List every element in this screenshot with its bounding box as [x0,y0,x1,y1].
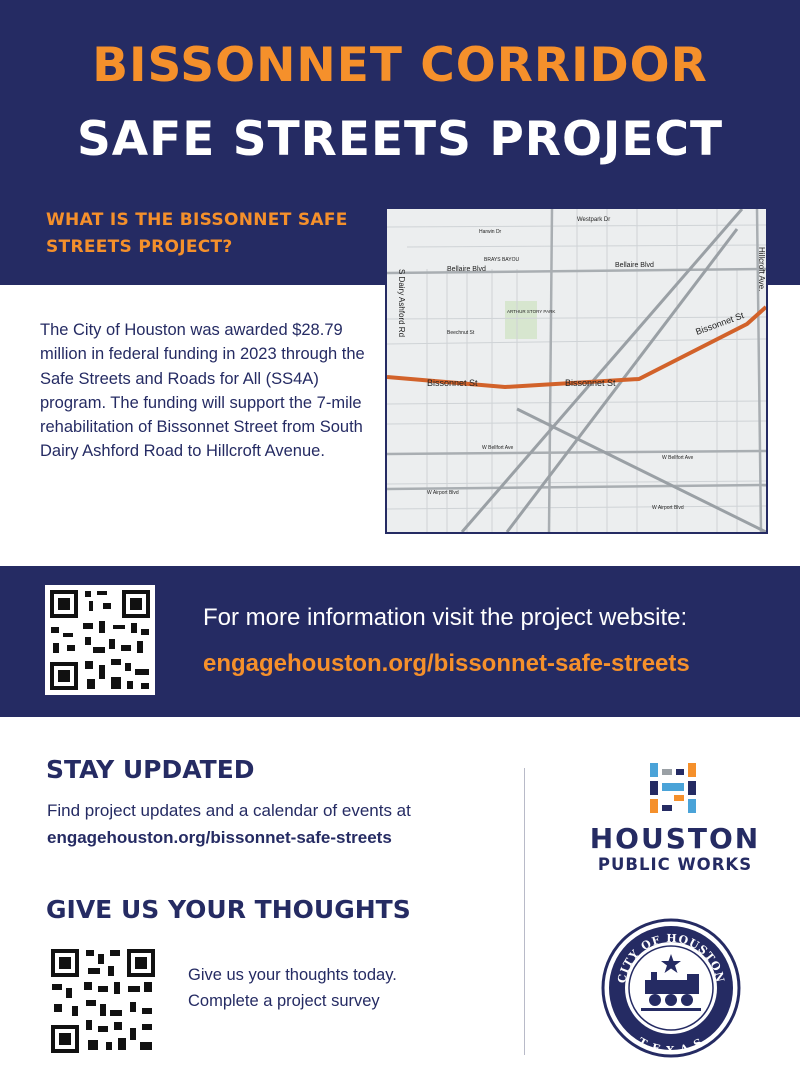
info-text: For more information visit the project website: [203,604,688,631]
map-label-bellfort-west: W Bellfort Ave [482,445,514,451]
map-label-bissonnet-west: Bissonnet St [427,378,478,388]
vertical-divider [524,768,525,1055]
map-label-beechnut: Beechnut St [447,330,475,336]
website-link[interactable]: engagehouston.org/bissonnet-safe-streets [203,650,690,677]
park-area [505,301,537,339]
map-label-harwin: Harwin Dr [479,229,502,235]
seal-bottom-text: TEXAS [635,1035,707,1058]
stay-updated-heading: STAY UPDATED [46,755,255,784]
thoughts-text [188,962,397,1014]
map-label-park: ARTHUR STORY PARK [507,309,556,314]
map-label-bellfort-east: W Bellfort Ave [662,455,694,461]
stay-updated-text [47,797,411,851]
stay-updated-link[interactable]: engagehouston.org/bissonnet-safe-streets [47,828,392,847]
logo-name: HOUSTON [589,822,761,855]
map-label-bellaire-east: Bellaire Blvd [615,262,654,269]
qr-code-survey[interactable] [48,946,158,1056]
intro-paragraph: The City of Houston was awarded $28.79 million in federal funding in 2023 through the Safe Streets and Roads for All (SS4A) program. The funding will support the 7-mile rehabilitation of Bissonnet Street from South Dairy Ashford Road to Hillcroft Avenue. [40,321,365,461]
seal-top-text: CITY OF HOUSTON [615,931,727,985]
thoughts-heading: GIVE US YOUR THOUGHTS [46,895,411,924]
map-label-brays-bayou: BRAYS BAYOU [484,257,520,263]
title-line-1: BISSONNET CORRIDOR [92,38,708,93]
city-seal-icon [601,918,741,1063]
map-label-bellaire-west: Bellaire Blvd [447,266,486,273]
logo-subtitle: PUBLIC WORKS [597,855,753,874]
h-grid-logo-icon [650,763,704,820]
map-label-dairy-ashford: S Dairy Ashford Rd [397,269,406,338]
section-subheading: WHAT IS THE BISSONNET SAFE STREETS PROJECT? [46,210,348,257]
title-line-2: SAFE STREETS PROJECT [76,112,724,167]
map-label-bissonnet-mid: Bissonnet St [565,378,616,388]
map-label-westpark: Westpark Dr [577,217,611,223]
map-label-bissonnet-east: Bissonnet St [694,310,746,337]
qr-code-website[interactable] [45,585,155,695]
map-label-airport-east: W Airport Blvd [652,505,684,511]
map-label-airport-west: W Airport Blvd [427,490,459,496]
stay-updated-description: Find project updates and a calendar of events at [47,801,411,820]
thoughts-line-1: Give us your thoughts today. [188,966,397,984]
project-map [385,207,768,534]
map-label-hillcroft: Hillcroft Ave. [757,247,766,292]
survey-link[interactable]: Complete a project survey [188,992,380,1010]
